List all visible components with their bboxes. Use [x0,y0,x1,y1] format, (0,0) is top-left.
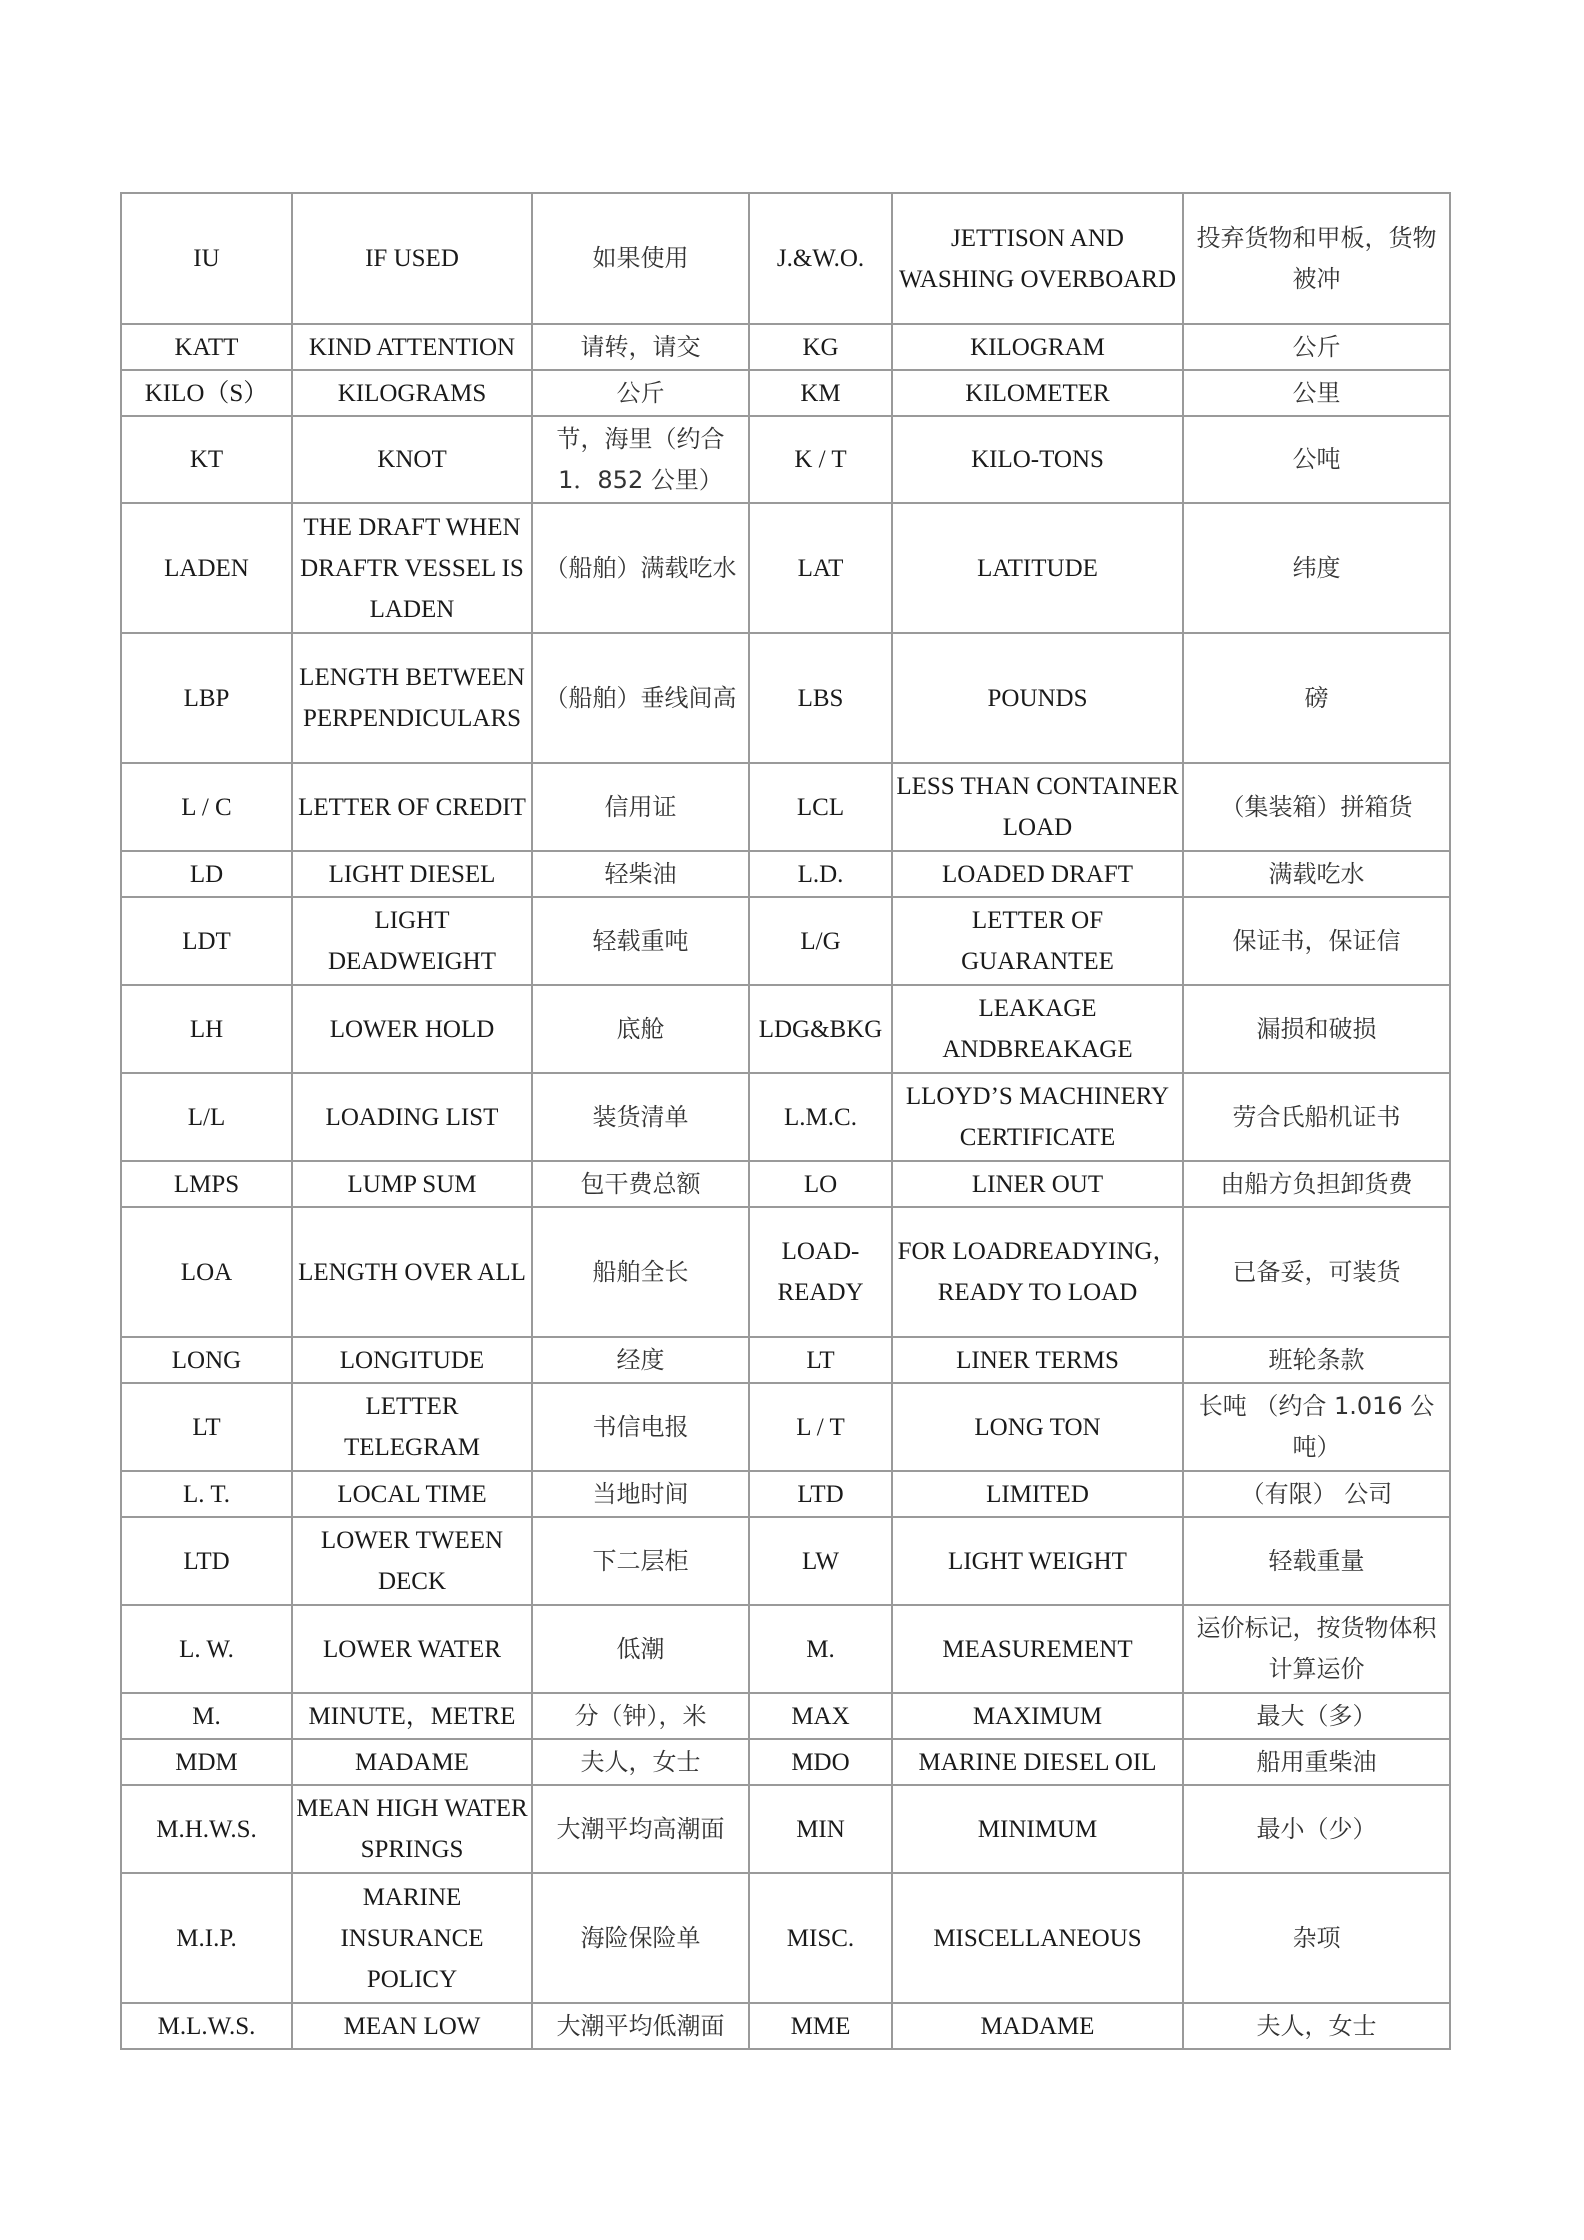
chinese-translation-cell: 运价标记，按货物体积计算运价 [1183,1605,1450,1693]
chinese-translation-cell: 分（钟），米 [532,1693,749,1739]
abbreviation-cell: KILO（S） [121,370,292,416]
table-row [121,1873,1450,2003]
chinese-translation-cell: 大潮平均低潮面 [532,2003,749,2049]
meaning-cell: MEASUREMENT [892,1605,1183,1693]
abbreviation-cell: MIN [749,1785,892,1873]
meaning-cell: LENGTH OVER ALL [292,1207,532,1337]
table-row [121,985,1450,1073]
chinese-translation-cell: 如果使用 [532,193,749,324]
abbreviation-cell: LBS [749,633,892,763]
abbreviation-cell: K / T [749,416,892,503]
meaning-cell: LETTER TELEGRAM [292,1383,532,1471]
meaning-cell: LONG TON [892,1383,1183,1471]
meaning-cell: LOWER WATER [292,1605,532,1693]
abbreviation-cell: MME [749,2003,892,2049]
abbreviation-cell: M. [121,1693,292,1739]
chinese-translation-cell: 杂项 [1183,1873,1450,2003]
abbreviation-cell: M.H.W.S. [121,1785,292,1873]
chinese-translation-cell: 劳合氏船机证书 [1183,1073,1450,1161]
table-row [121,1517,1450,1605]
chinese-translation-cell: 公斤 [1183,324,1450,370]
abbreviation-cell: LOAD-READY [749,1207,892,1337]
table-row [121,2003,1450,2049]
abbreviation-cell: L / T [749,1383,892,1471]
abbreviation-cell: KG [749,324,892,370]
abbreviation-cell: J.&W.O. [749,193,892,324]
meaning-cell: MISCELLANEOUS [892,1873,1183,2003]
meaning-cell: LIMITED [892,1471,1183,1517]
table-row [121,851,1450,897]
meaning-cell: IF USED [292,193,532,324]
chinese-translation-cell: 最小（少） [1183,1785,1450,1873]
abbreviation-cell: LONG [121,1337,292,1383]
abbreviation-cell: MISC. [749,1873,892,2003]
chinese-translation-cell: 大潮平均高潮面 [532,1785,749,1873]
chinese-translation-cell: 轻柴油 [532,851,749,897]
meaning-cell: LOADING LIST [292,1073,532,1161]
meaning-cell: LESS THAN CONTAINER LOAD [892,763,1183,851]
chinese-translation-cell: （集装箱）拼箱货 [1183,763,1450,851]
abbreviation-cell: LD [121,851,292,897]
table-row [121,763,1450,851]
chinese-translation-cell: （有限） 公司 [1183,1471,1450,1517]
abbreviation-cell: LT [121,1383,292,1471]
meaning-cell: LIGHT WEIGHT [892,1517,1183,1605]
chinese-translation-cell: （船舶）垂线间高 [532,633,749,763]
abbreviation-cell: IU [121,193,292,324]
meaning-cell: POUNDS [892,633,1183,763]
abbreviation-cell: LW [749,1517,892,1605]
chinese-translation-cell: 磅 [1183,633,1450,763]
abbreviation-cell: M.L.W.S. [121,2003,292,2049]
meaning-cell: LINER TERMS [892,1337,1183,1383]
chinese-translation-cell: 船用重柴油 [1183,1739,1450,1785]
meaning-cell: LATITUDE [892,503,1183,633]
chinese-translation-cell: 漏损和破损 [1183,985,1450,1073]
chinese-translation-cell: 已备妥，可装货 [1183,1207,1450,1337]
table-row [121,1605,1450,1693]
meaning-cell: MINIMUM [892,1785,1183,1873]
table-row [121,503,1450,633]
table-row [121,1739,1450,1785]
abbreviation-cell: LBP [121,633,292,763]
chinese-translation-cell: 请转，请交 [532,324,749,370]
abbreviation-cell: LAT [749,503,892,633]
abbreviation-cell: LTD [121,1517,292,1605]
abbreviation-cell: KT [121,416,292,503]
meaning-cell: LEAKAGE ANDBREAKAGE [892,985,1183,1073]
meaning-cell: LIGHT DEADWEIGHT [292,897,532,985]
meaning-cell: LOWER TWEEN DECK [292,1517,532,1605]
meaning-cell: LENGTH BETWEEN PERPENDICULARS [292,633,532,763]
abbreviation-table-body [121,193,1450,2049]
chinese-translation-cell: 信用证 [532,763,749,851]
chinese-translation-cell: 公里 [1183,370,1450,416]
chinese-translation-cell: 装货清单 [532,1073,749,1161]
table-row [121,1383,1450,1471]
meaning-cell: LETTER OF GUARANTEE [892,897,1183,985]
meaning-cell: THE DRAFT WHEN DRAFTR VESSEL IS LADEN [292,503,532,633]
meaning-cell: MEAN LOW [292,2003,532,2049]
table-row [121,416,1450,503]
meaning-cell: KILOGRAM [892,324,1183,370]
meaning-cell: MEAN HIGH WATER SPRINGS [292,1785,532,1873]
abbreviation-cell: LT [749,1337,892,1383]
meaning-cell: MADAME [292,1739,532,1785]
chinese-translation-cell: 夫人，女士 [532,1739,749,1785]
abbreviation-cell: L. W. [121,1605,292,1693]
table-row [121,1785,1450,1873]
chinese-translation-cell: 纬度 [1183,503,1450,633]
abbreviation-cell: L / C [121,763,292,851]
chinese-translation-cell: 轻载重吨 [532,897,749,985]
table-row [121,1073,1450,1161]
meaning-cell: JETTISON AND WASHING OVERBOARD [892,193,1183,324]
table-row [121,897,1450,985]
chinese-translation-cell: 轻载重量 [1183,1517,1450,1605]
meaning-cell: LONGITUDE [292,1337,532,1383]
chinese-translation-cell: 投弃货物和甲板，货物被冲 [1183,193,1450,324]
meaning-cell: LOADED DRAFT [892,851,1183,897]
abbreviation-cell: L.M.C. [749,1073,892,1161]
chinese-translation-cell: 低潮 [532,1605,749,1693]
meaning-cell: KILO-TONS [892,416,1183,503]
chinese-translation-cell: 节，海里（约合 1．852 公里） [532,416,749,503]
abbreviation-cell: LCL [749,763,892,851]
meaning-cell: KNOT [292,416,532,503]
meaning-cell: MAXIMUM [892,1693,1183,1739]
table-row [121,1161,1450,1207]
abbreviation-cell: L. T. [121,1471,292,1517]
abbreviation-cell: LTD [749,1471,892,1517]
abbreviation-cell: L.D. [749,851,892,897]
table-row [121,324,1450,370]
abbreviation-cell: M.I.P. [121,1873,292,2003]
abbreviation-cell: LDT [121,897,292,985]
abbreviation-cell: MAX [749,1693,892,1739]
table-row [121,1337,1450,1383]
abbreviation-cell: L/G [749,897,892,985]
chinese-translation-cell: 长吨 （约合 1.016 公吨） [1183,1383,1450,1471]
abbreviation-cell: LO [749,1161,892,1207]
meaning-cell: KILOGRAMS [292,370,532,416]
chinese-translation-cell: 最大（多） [1183,1693,1450,1739]
chinese-translation-cell: 底舱 [532,985,749,1073]
table-row [121,1471,1450,1517]
meaning-cell: LINER OUT [892,1161,1183,1207]
abbreviation-cell: LOA [121,1207,292,1337]
abbreviation-cell: L/L [121,1073,292,1161]
meaning-cell: LETTER OF CREDIT [292,763,532,851]
abbreviation-cell: LMPS [121,1161,292,1207]
meaning-cell: LOWER HOLD [292,985,532,1073]
chinese-translation-cell: 班轮条款 [1183,1337,1450,1383]
meaning-cell: MARINE DIESEL OIL [892,1739,1183,1785]
chinese-translation-cell: 海险保险单 [532,1873,749,2003]
table-row [121,1693,1450,1739]
abbreviation-cell: M. [749,1605,892,1693]
chinese-translation-cell: 包干费总额 [532,1161,749,1207]
meaning-cell: LIGHT DIESEL [292,851,532,897]
table-row [121,193,1450,324]
abbreviation-cell: LDG&BKG [749,985,892,1073]
abbreviation-table [120,192,1451,2050]
meaning-cell: LUMP SUM [292,1161,532,1207]
chinese-translation-cell: 满载吃水 [1183,851,1450,897]
meaning-cell: KIND ATTENTION [292,324,532,370]
meaning-cell: KILOMETER [892,370,1183,416]
chinese-translation-cell: 保证书，保证信 [1183,897,1450,985]
chinese-translation-cell: 夫人，女士 [1183,2003,1450,2049]
chinese-translation-cell: 书信电报 [532,1383,749,1471]
abbreviation-cell: LH [121,985,292,1073]
meaning-cell: MADAME [892,2003,1183,2049]
chinese-translation-cell: （船舶）满载吃水 [532,503,749,633]
meaning-cell: LLOYD’S MACHINERY CERTIFICATE [892,1073,1183,1161]
meaning-cell: MARINE INSURANCE POLICY [292,1873,532,2003]
chinese-translation-cell: 船舶全长 [532,1207,749,1337]
table-row [121,370,1450,416]
chinese-translation-cell: 下二层柜 [532,1517,749,1605]
abbreviation-cell: LADEN [121,503,292,633]
chinese-translation-cell: 公吨 [1183,416,1450,503]
meaning-cell: MINUTE，METRE [292,1693,532,1739]
meaning-cell: LOCAL TIME [292,1471,532,1517]
abbreviation-cell: KM [749,370,892,416]
meaning-cell: FOR LOADREADYING，READY TO LOAD [892,1207,1183,1337]
chinese-translation-cell: 公斤 [532,370,749,416]
chinese-translation-cell: 由船方负担卸货费 [1183,1161,1450,1207]
chinese-translation-cell: 当地时间 [532,1471,749,1517]
abbreviation-cell: KATT [121,324,292,370]
table-row [121,1207,1450,1337]
abbreviation-cell: MDM [121,1739,292,1785]
abbreviation-cell: MDO [749,1739,892,1785]
table-row [121,633,1450,763]
chinese-translation-cell: 经度 [532,1337,749,1383]
